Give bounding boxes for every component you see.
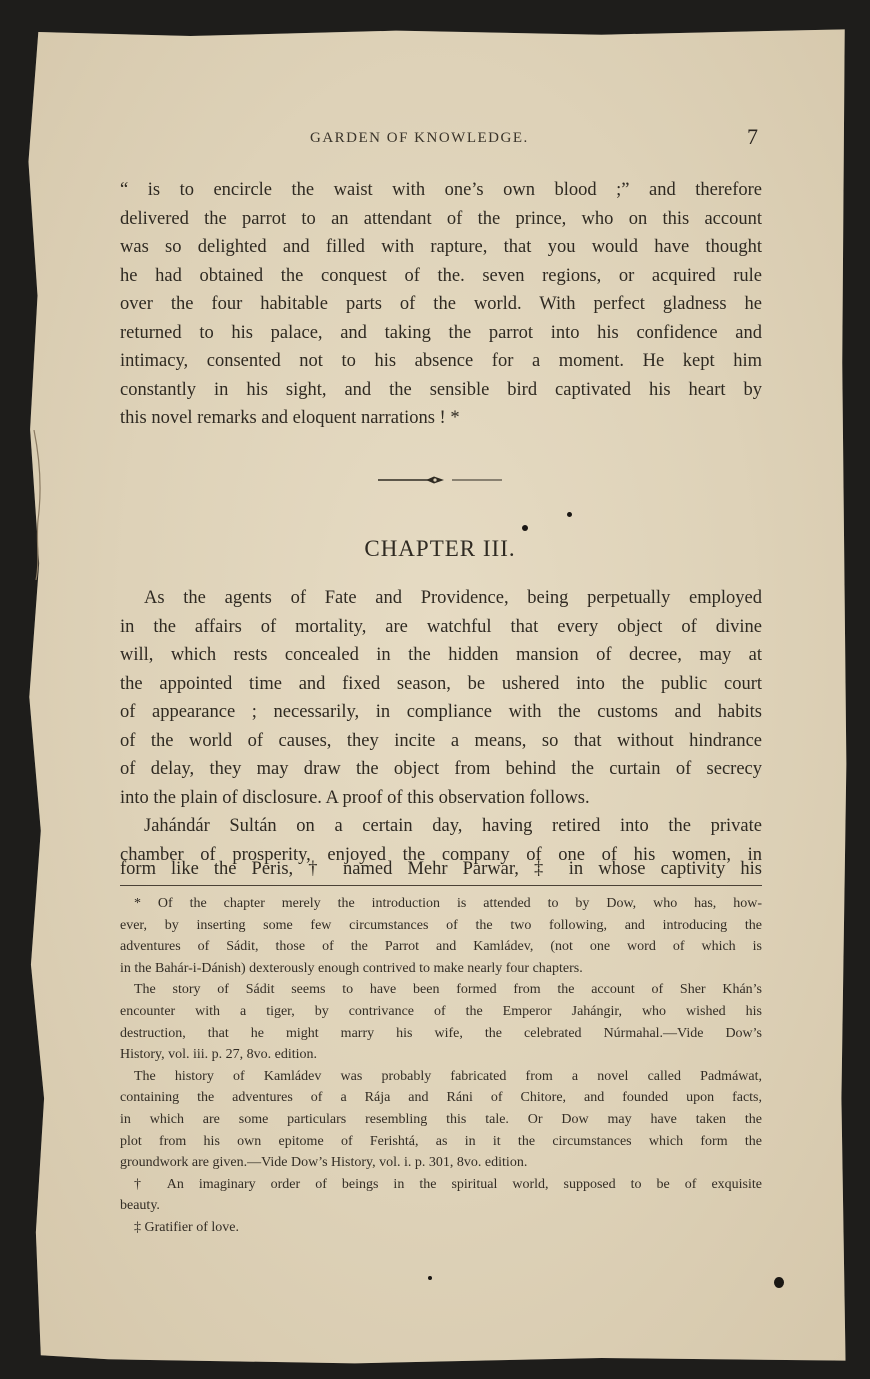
footnote-line: destruction, that he might marry his wife, the celebrated Núrmahal.—Vide Dow’s xyxy=(120,1025,762,1041)
running-title: GARDEN OF KNOWLEDGE. xyxy=(310,130,529,146)
footnote-line: History, vol. iii. p. 27, 8vo. edition. xyxy=(120,1047,318,1063)
body-line: intimacy, consented not to his absence for a moment. He kept him xyxy=(120,351,762,371)
footnote-line: adventures of Sádit, those of the Parrot and Kamládev, (not one word of which is xyxy=(120,939,762,955)
body-line: “ is to encircle the waist with one’s own blood ;” and therefore xyxy=(120,180,762,200)
ink-speck xyxy=(774,1277,784,1288)
ink-speck xyxy=(567,512,572,517)
footnote-line: encounter with a tiger, by contrivance of the Emperor Jahángir, who wished his xyxy=(120,1004,762,1019)
body-line: returned to his palace, and taking the parrot into his confidence and xyxy=(120,322,762,343)
body-line: chamber of prosperity, enjoyed the company of one of his women, in xyxy=(120,844,762,865)
chapter-heading: CHAPTER III. xyxy=(364,536,516,561)
footnote-line: plot from his own epitome of Ferishtá, as in it the circumstances which form the xyxy=(120,1133,762,1149)
footnote-line: The history of Kamládev was probably fabricated from a novel called Padmáwat, xyxy=(134,1068,762,1084)
ink-speck xyxy=(428,1276,432,1280)
body-line: of delay, they may draw the object from behind the curtain of secrecy xyxy=(120,759,762,779)
body-line: in the affairs of mortality, are watchful that every object of divine xyxy=(120,616,762,637)
footnote-line: * Of the chapter merely the introduction is attended to by Dow, who has, how- xyxy=(134,896,762,911)
footnote-line: beauty. xyxy=(120,1198,160,1214)
footnote-line: groundwork are given.—Vide Dow’s History, vol. i. p. 301, 8vo. edition. xyxy=(120,1155,528,1171)
body-line: was so delighted and filled with rapture, that you would have thought xyxy=(120,237,762,257)
footnote-rule xyxy=(120,885,762,886)
footnote-line: containing the adventures of a Rája and Ráni of Chitore, and founded upon facts, xyxy=(120,1090,762,1106)
body-line: will, which rests concealed in the hidden mansion of decree, may at xyxy=(120,645,762,665)
body-line: Jahándár Sultán on a certain day, having retired into the private xyxy=(144,816,762,836)
body-line: form like the Peris, † named Mehr Parwar, ‡ in whose captivity his xyxy=(120,859,762,879)
footnote-line: in the Bahár-i-Dánish) dexterously enough contrived to make nearly four chapters. xyxy=(120,960,583,976)
running-head xyxy=(120,126,770,150)
ink-speck xyxy=(522,525,528,531)
footnote-line: ever, by inserting some few circumstances of the two following, and introducing the xyxy=(120,917,762,933)
footnote-line: The story of Sádit seems to have been formed from the account of Sher Khán’s xyxy=(134,982,762,998)
body-line: of the world of causes, they incite a means, so that without hindrance xyxy=(120,730,762,751)
body-line: the appointed time and fixed season, be ushered into the public court xyxy=(120,673,762,694)
body-line: over the four habitable parts of the world. With perfect gladness he xyxy=(120,294,762,314)
body-line: As the agents of Fate and Providence, being perpetually employed xyxy=(144,588,762,608)
footnote-line: ‡ Gratifier of love. xyxy=(134,1220,239,1235)
body-line: he had obtained the conquest of the. seven regions, or acquired rule xyxy=(120,265,762,286)
page-number: 7 xyxy=(747,124,758,149)
body-line: into the plain of disclosure. A proof of this observation follows. xyxy=(120,787,590,808)
footnote-line: in which are some particulars resembling this tale. Or Dow may have taken the xyxy=(120,1112,762,1127)
body-line: constantly in his sight, and the sensible bird captivated his heart by xyxy=(120,379,762,400)
footnote-line: † An imaginary order of beings in the spiritual world, supposed to be of exquisite xyxy=(134,1176,762,1192)
section-ornament xyxy=(378,473,502,487)
body-line: delivered the parrot to an attendant of the prince, who on this account xyxy=(120,208,762,229)
body-line: this novel remarks and eloquent narrations ! * xyxy=(120,408,460,428)
body-line: of appearance ; necessarily, in compliance with the customs and habits xyxy=(120,702,762,722)
